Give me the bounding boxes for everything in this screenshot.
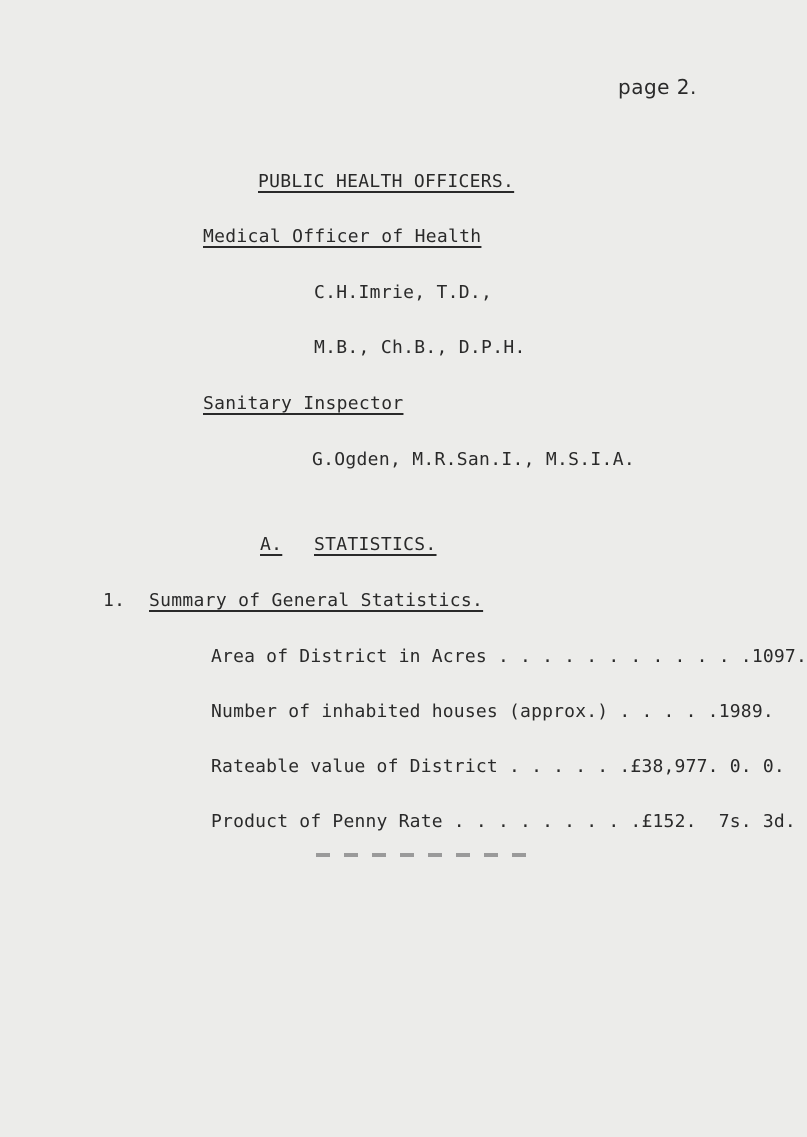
page-number: page 2. <box>618 75 697 99</box>
statistics-row-houses <box>211 701 774 723</box>
statistics-value: 1097. <box>751 646 807 667</box>
page-title: PUBLIC HEALTH OFFICERS. <box>258 171 515 192</box>
statistics-label: Area of District in Acres . . . . . . . . . . . . <box>211 646 752 667</box>
section-title: STATISTICS. <box>314 534 437 555</box>
statistics-label: Product of Penny Rate . . . . . . . . . <box>211 811 642 832</box>
statistics-row-penny-rate <box>211 811 796 833</box>
statistics-value: 1989. <box>718 701 774 722</box>
footer-divider <box>316 853 538 857</box>
statistics-value: £38,977. 0. 0. <box>630 756 785 777</box>
statistics-value: £152. 7s. 3d. <box>641 811 796 832</box>
statistics-row-rateable-value <box>211 756 785 778</box>
subsection-number: 1. <box>103 590 126 611</box>
statistics-label: Number of inhabited houses (approx.) . . . . . <box>211 701 719 722</box>
medical-officer-name: C.H.Imrie, T.D., <box>314 282 493 303</box>
medical-officer-qualifications: M.B., Ch.B., D.P.H. <box>314 337 526 358</box>
sanitary-inspector-name: G.Ogden, M.R.San.I., M.S.I.A. <box>312 449 635 470</box>
medical-officer-heading: Medical Officer of Health <box>203 226 482 247</box>
statistics-label: Rateable value of District . . . . . . <box>211 756 631 777</box>
subsection-title: Summary of General Statistics. <box>149 590 484 611</box>
section-letter: A. <box>260 534 283 555</box>
statistics-row-area <box>211 646 807 668</box>
sanitary-inspector-heading: Sanitary Inspector <box>203 393 404 414</box>
